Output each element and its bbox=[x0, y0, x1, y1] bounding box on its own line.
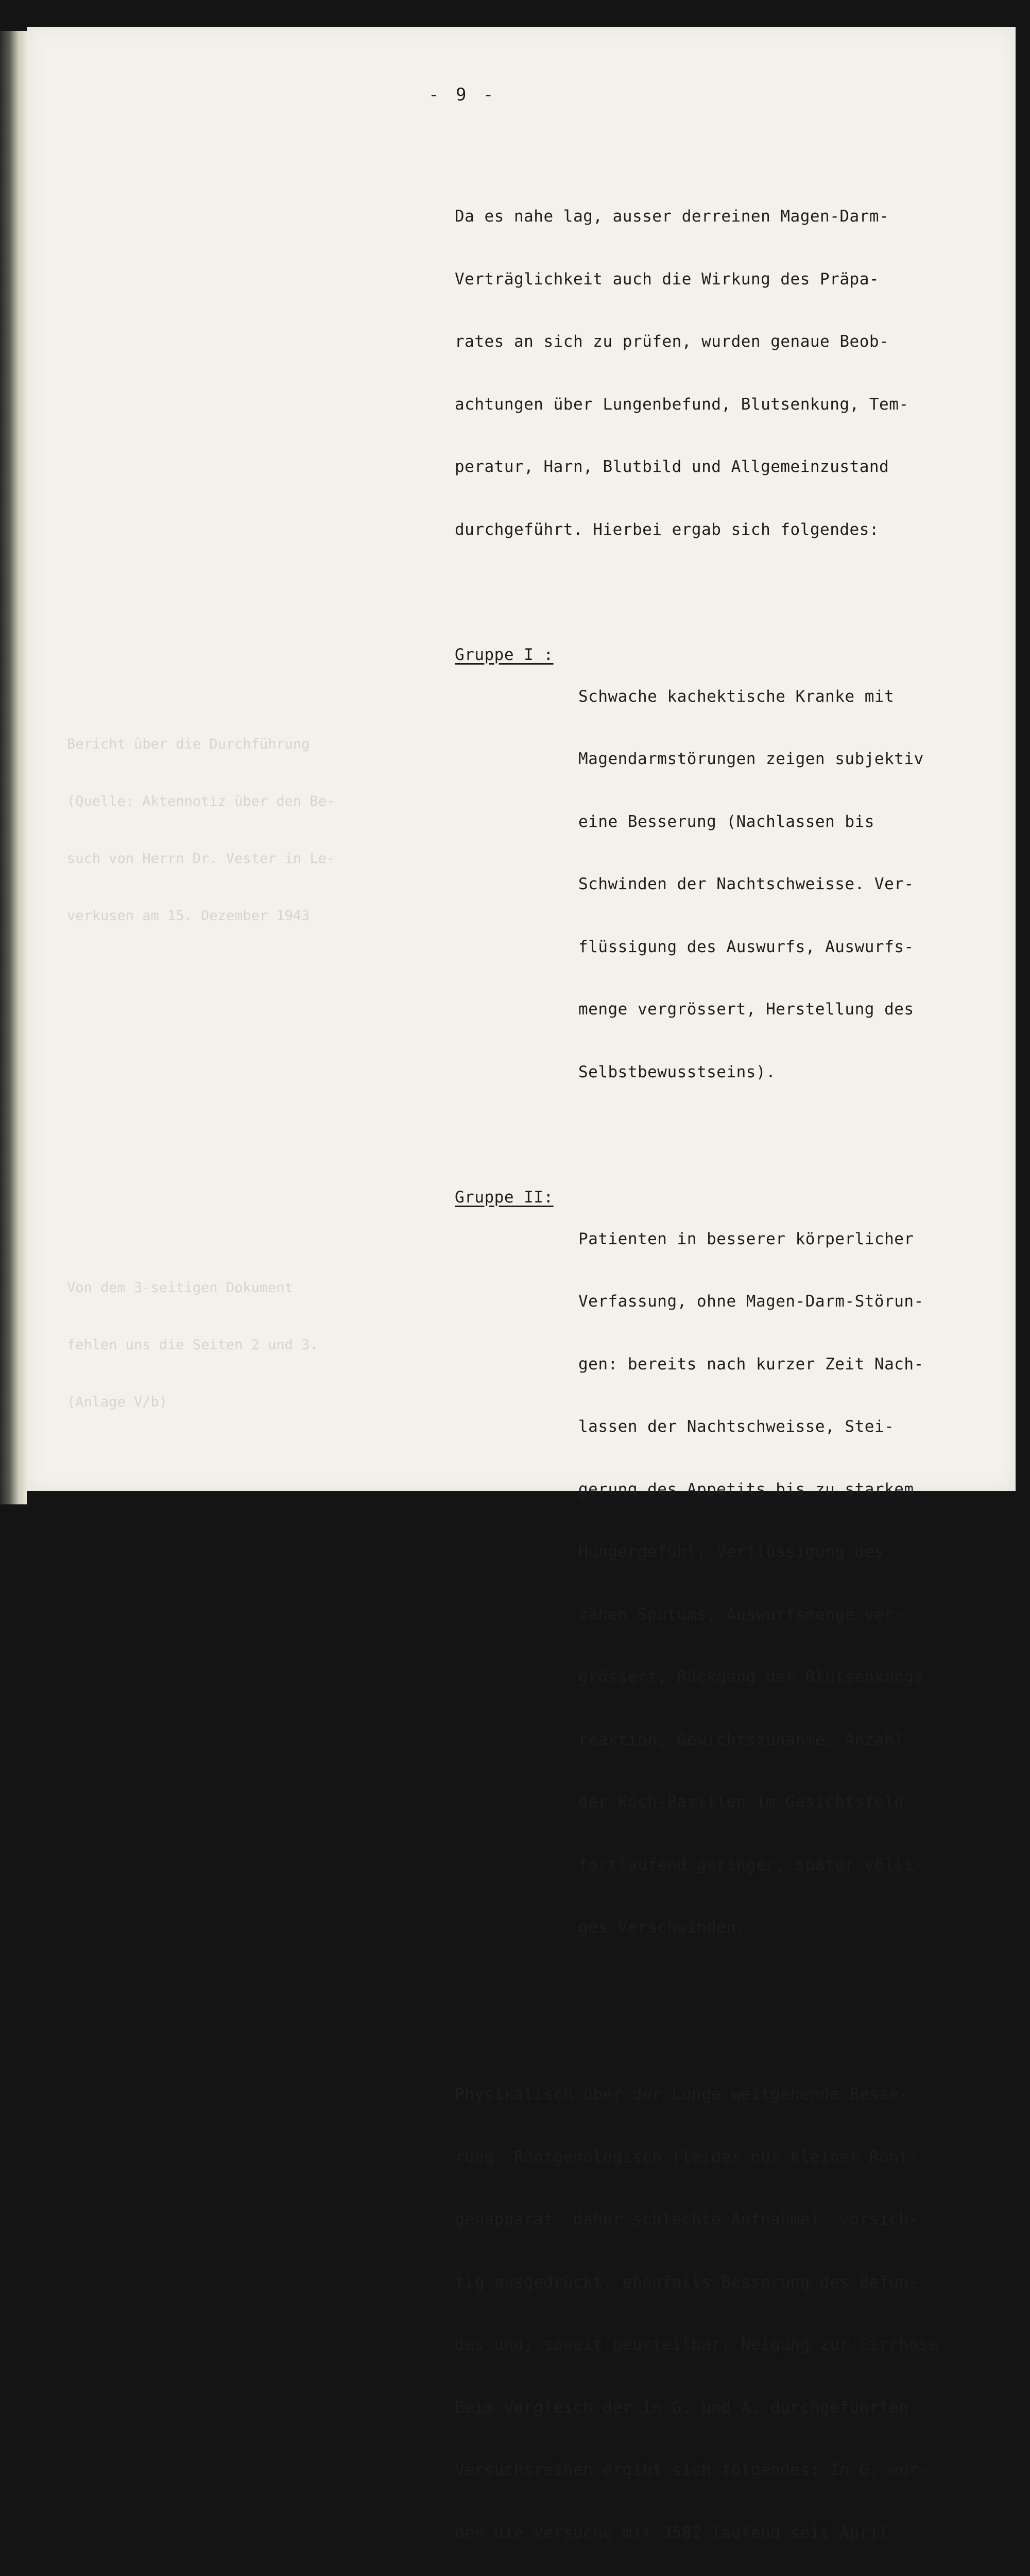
text-line: durchgeführt. Hierbei ergab sich folgendes: bbox=[455, 520, 880, 539]
text-line: Patienten in besserer körperlicher bbox=[578, 1229, 914, 1248]
group-description bbox=[578, 645, 924, 1125]
text-line: Schwache kachektische Kranke mit bbox=[578, 687, 895, 706]
text-line: des und, soweit beurteilbar, Neigung zur Cirrhose bbox=[455, 2335, 939, 2354]
text-line: gerung des Appetits bis zu starkem bbox=[578, 1480, 914, 1499]
text-line: zähen Sputums, Auswurfsmenge ver- bbox=[578, 1605, 904, 1624]
group-1 bbox=[455, 645, 938, 1125]
text-line: gen: bereits nach kurzer Zeit Nach- bbox=[578, 1354, 924, 1374]
text-line: reaktion, Gewichtszunahme, Anzahl bbox=[578, 1730, 904, 1749]
text-line: peratur, Harn, Blutbild und Allgemeinzustand bbox=[455, 457, 889, 476]
margin-note-source bbox=[67, 697, 335, 963]
text-line: Selbstbewusstseins). bbox=[578, 1062, 776, 1081]
text-line: rates an sich zu prüfen, wurden genaue Beob- bbox=[455, 332, 889, 351]
margin-note-line: verkusen am 15. Dezember 1943 bbox=[67, 908, 310, 924]
text-line: flüssigung des Auswurfs, Auswurfs- bbox=[578, 937, 914, 956]
margin-note-line: (Quelle: Aktennotiz über den Be- bbox=[67, 793, 335, 809]
page-number: - 9 - bbox=[428, 84, 497, 105]
text-line: rung. Röntgenologisch (leider nur kleiner Rönt- bbox=[455, 2147, 919, 2166]
text-line: fortlaufend geringer, später völli- bbox=[578, 1855, 924, 1874]
typed-body bbox=[455, 123, 938, 2576]
text-line: Da es nahe lag, ausser derreinen Magen-Darm- bbox=[455, 207, 889, 226]
group-description bbox=[578, 1187, 934, 1980]
text-line: den die Versuche mit 3582 laufend seit April bbox=[455, 2523, 889, 2542]
group-label: Gruppe II: bbox=[455, 1188, 554, 1207]
group-2 bbox=[455, 1187, 938, 1980]
binding-edge bbox=[0, 31, 27, 1504]
document-page bbox=[27, 27, 1016, 2542]
text-line: Verfassung, ohne Magen-Darm-Störun- bbox=[578, 1292, 924, 1311]
text-line: Magendarmstörungen zeigen subjektiv bbox=[578, 750, 924, 768]
text-line: lassen der Nachtschweisse, Stei- bbox=[578, 1417, 895, 1436]
text-line: Physikalisch über der Lunge weitgehende Besse- bbox=[455, 2085, 909, 2104]
text-line: tig ausgedrückt, ebenfalls Besserung des Befun- bbox=[455, 2273, 919, 2292]
margin-note-line: such von Herrn Dr. Vester in Le- bbox=[67, 851, 335, 867]
group-label: Gruppe I : bbox=[455, 645, 554, 664]
margin-note-line: Von dem 3-seitigen Dokument bbox=[67, 1280, 293, 1296]
margin-note-line: fehlen uns die Seiten 2 und 3. bbox=[67, 1337, 318, 1353]
text-line: der Koch-Bazillen im Gesichtsfeld bbox=[578, 1793, 904, 1811]
text-line: ges Verschwinden. bbox=[578, 1918, 746, 1937]
text-line: genapparat, daher schlechte Aufnahme), vorsich- bbox=[455, 2210, 919, 2229]
text-line: achtungen über Lungenbefund, Blutsenkung, Tem- bbox=[455, 395, 909, 414]
intro-paragraph bbox=[455, 164, 938, 582]
text-line: Verträglichkeit auch die Wirkung des Präpa- bbox=[455, 269, 880, 289]
margin-note-line: (Anlage V/b) bbox=[67, 1394, 168, 1410]
text-line: Beim Vergleich der in G. und A. durchgeführten bbox=[455, 2398, 909, 2417]
text-line: eine Besserung (Nachlassen bis bbox=[578, 812, 874, 831]
body-paragraph bbox=[455, 2042, 938, 2576]
margin-note-missing-pages bbox=[67, 1240, 318, 1450]
margin-note-line: Bericht über die Durchführung bbox=[67, 736, 310, 752]
text-line: grössert, Rückgang der Blutsenkungs- bbox=[578, 1668, 934, 1686]
text-line: Hungergefühl, Verflüssigung des bbox=[578, 1543, 885, 1561]
text-line: menge vergrössert, Herstellung des bbox=[578, 1000, 914, 1019]
text-line: Schwinden der Nachtschweisse. Ver- bbox=[578, 875, 914, 893]
text-line: Versuchsreihen ergibt sich folgendes: In G. wur- bbox=[455, 2461, 929, 2479]
